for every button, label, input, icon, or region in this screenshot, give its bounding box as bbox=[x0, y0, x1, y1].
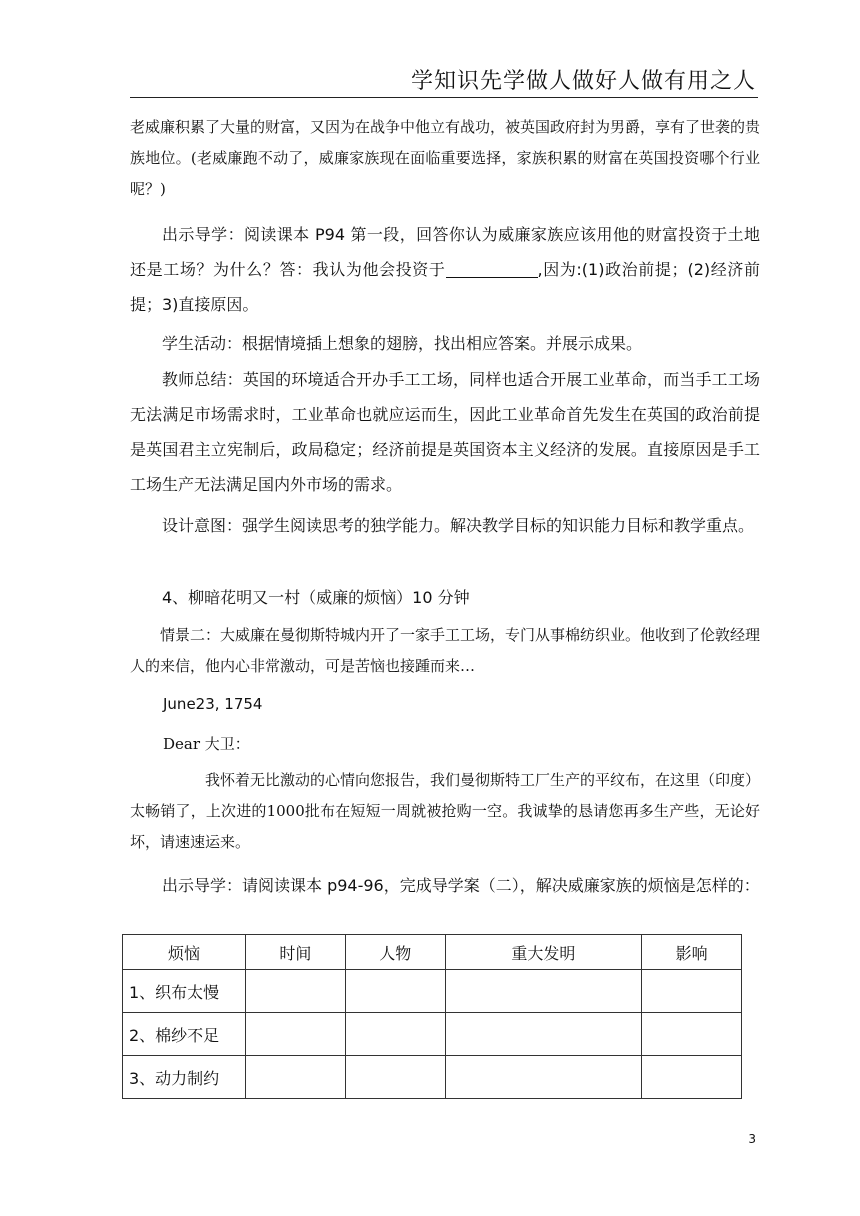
table-header-cell: 时间 bbox=[246, 935, 346, 970]
table-header-cell: 重大发明 bbox=[445, 935, 642, 970]
header-rule bbox=[130, 97, 758, 98]
table-cell bbox=[345, 1056, 445, 1099]
table-cell bbox=[246, 1056, 346, 1099]
paragraph-background: 老威廉积累了大量的财富，又因为在战争中他立有战功，被英国政府封为男爵，享有了世袭的贵族地位。(老威廉跑不动了，威廉家族现在面临重要选择，家族积累的财富在英国投资哪个行业呢？) bbox=[130, 118, 761, 198]
table-cell bbox=[445, 970, 642, 1013]
table-cell bbox=[642, 1056, 742, 1099]
worksheet-table bbox=[122, 934, 742, 1099]
table-header-row bbox=[123, 935, 742, 970]
guide-1-reasons: ,因为:(1)政治前提；(2)经济前提；3)直接原因。 bbox=[130, 260, 760, 314]
table-cell-problem: 3、动力制约 bbox=[123, 1056, 246, 1099]
letter-salutation: Dear 大卫： bbox=[163, 735, 250, 753]
page-number: 3 bbox=[748, 1132, 756, 1146]
table-header-cell: 人物 bbox=[345, 935, 445, 970]
paragraph-scenario-2: 情景二：大威廉在曼彻斯特城内开了一家手工工场，专门从事棉纺织业。他收到了伦敦经理人的来信，他内心非常激动，可是苦恼也接踵而来… bbox=[130, 626, 761, 675]
table-header-cell: 烦恼 bbox=[123, 935, 246, 970]
table-row bbox=[123, 970, 742, 1013]
table-cell bbox=[445, 1056, 642, 1099]
section-heading: 4、柳暗花明又一村（威廉的烦恼）10 分钟 bbox=[162, 588, 470, 607]
paragraph-design-intent: 设计意图：强学生阅读思考的独学能力。解决教学目标的知识能力目标和教学重点。 bbox=[162, 516, 755, 535]
table-header-cell: 影响 bbox=[642, 935, 742, 970]
table-cell bbox=[345, 1013, 445, 1056]
table-cell bbox=[246, 1013, 346, 1056]
letter-date: June23, 1754 bbox=[163, 695, 263, 713]
paragraph-student-activity: 学生活动：根据情境插上想象的翅膀，找出相应答案。并展示成果。 bbox=[162, 334, 643, 353]
table-cell bbox=[345, 970, 445, 1013]
table-row bbox=[123, 1013, 742, 1056]
guide-1-text: 出示导学：阅读课本 P94 第一段，回答你认为威廉家族应该用他的财富投资于土地还是工场？为什么？答：我认为他会投资于 bbox=[130, 225, 760, 279]
paragraph-guide-2: 出示导学：请阅读课本 p94-96，完成导学案（二），解决威廉家族的烦恼是怎样的： bbox=[162, 876, 760, 895]
paragraph-guide-1 bbox=[130, 217, 760, 322]
table-cell bbox=[642, 970, 742, 1013]
paragraph-teacher-summary: 教师总结：英国的环境适合开办手工工场，同样也适合开展工业革命，而当手工工场无法满足市场需求时，工业革命也就应运而生，因此工业革命首先发生在英国的政治前提是英国君主立宪制后，政局稳定；经济前提是英国资本主义经济的发展。直接原因是手工工场生产无法满足国内外市场的需求。 bbox=[130, 370, 760, 494]
table-cell bbox=[445, 1013, 642, 1056]
table-row bbox=[123, 1056, 742, 1099]
header-title: 学知识先学做人做好人做有用之人 bbox=[410, 69, 756, 94]
answer-blank bbox=[446, 259, 538, 278]
table-cell-problem: 1、织布太慢 bbox=[123, 970, 246, 1013]
letter-body: 我怀着无比激动的心情向您报告，我们曼彻斯特工厂生产的平纹布，在这里（印度）太畅销了，上次进的1000批布在短短一周就被抢购一空。我诚挚的恳请您再多生产些，无论好坏，请速速运来。 bbox=[130, 771, 761, 851]
table-cell-problem: 2、棉纱不足 bbox=[123, 1013, 246, 1056]
table-cell bbox=[642, 1013, 742, 1056]
table-cell bbox=[246, 970, 346, 1013]
